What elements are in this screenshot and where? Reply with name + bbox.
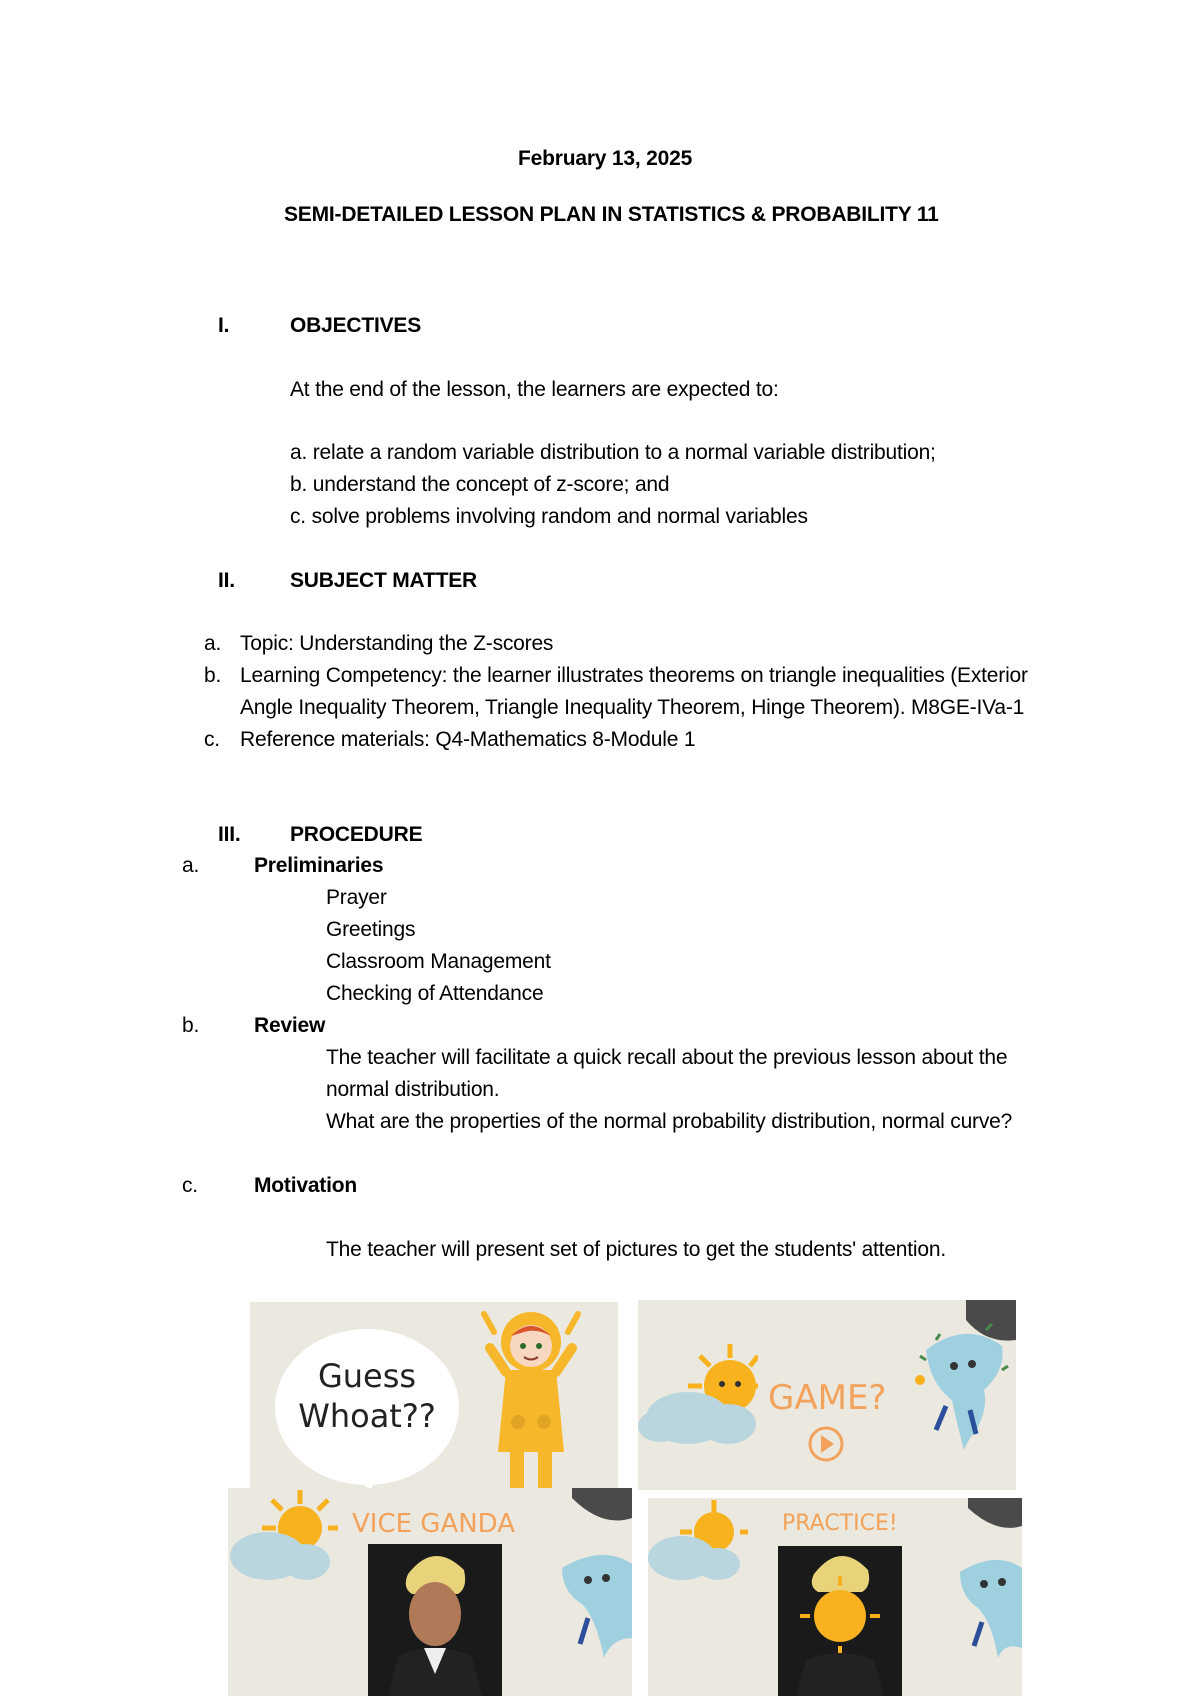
subject-item-marker: b. — [204, 664, 222, 687]
subject-item-topic: Topic: Understanding the Z-scores — [240, 632, 554, 655]
procedure-heading: PROCEDURE — [290, 823, 423, 846]
sun-cloud-icon — [228, 1488, 338, 1588]
slide-vice-ganda — [228, 1488, 632, 1696]
subject-item-competency: Learning Competency: the learner illustrates theorems on triangle inequalities (Exterior — [240, 664, 1028, 687]
review-line: The teacher will facilitate a quick recall about the previous lesson about the — [326, 1046, 1008, 1069]
review-line: normal distribution. — [326, 1078, 500, 1101]
portrait-sun-mask-icon — [778, 1546, 902, 1696]
subject-matter-heading: SUBJECT MATTER — [290, 569, 477, 592]
objective-item: c. solve problems involving random and normal variables — [290, 505, 808, 528]
sun-cloud-icon — [648, 1498, 748, 1588]
review-line: What are the properties of the normal probability distribution, normal curve? — [326, 1110, 1013, 1133]
motivation-text: The teacher will present set of pictures to get the students' attention. — [326, 1238, 946, 1261]
procedure-numeral: III. — [218, 823, 241, 846]
review-marker: b. — [182, 1014, 200, 1037]
subject-item-competency-cont: Angle Inequality Theorem, Triangle Inequality Theorem, Hinge Theorem). M8GE-IVa-1 — [240, 696, 1025, 719]
document-title: SEMI-DETAILED LESSON PLAN IN STATISTICS & PROBABILITY 11 — [284, 203, 939, 226]
preliminaries-item: Greetings — [326, 918, 416, 941]
sun-cloud-icon — [638, 1338, 758, 1458]
preliminaries-item: Prayer — [326, 886, 387, 909]
objectives-heading: OBJECTIVES — [290, 314, 422, 337]
motivation-marker: c. — [182, 1174, 198, 1197]
tornado-icon — [952, 1498, 1022, 1696]
slide-practice — [648, 1498, 1022, 1696]
preliminaries-heading: Preliminaries — [254, 854, 384, 877]
objective-item: a. relate a random variable distribution to a normal variable distribution; — [290, 441, 936, 464]
subject-item-marker: a. — [204, 632, 222, 655]
tornado-icon — [906, 1300, 1016, 1490]
portrait-photo — [368, 1544, 502, 1696]
slide-game — [638, 1300, 1016, 1490]
motivation-heading: Motivation — [254, 1174, 357, 1197]
review-heading: Review — [254, 1014, 326, 1037]
subject-matter-numeral: II. — [218, 569, 235, 592]
portrait-person-icon — [368, 1544, 502, 1696]
objectives-numeral: I. — [218, 314, 230, 337]
tornado-icon — [552, 1488, 632, 1696]
guess-text-line1: Guess — [317, 1357, 417, 1395]
practice-text: PRACTICE! — [782, 1511, 898, 1536]
game-text: GAME? — [768, 1378, 887, 1418]
preliminaries-marker: a. — [182, 854, 200, 877]
subject-item-marker: c. — [204, 728, 220, 751]
guess-text-line2: Whoat?? — [298, 1397, 436, 1435]
subject-item-reference: Reference materials: Q4-Mathematics 8-Module 1 — [240, 728, 696, 751]
objectives-intro: At the end of the lesson, the learners are expected to: — [290, 378, 779, 401]
kid-raincoat-icon — [476, 1302, 586, 1492]
preliminaries-item: Classroom Management — [326, 950, 551, 973]
vice-ganda-text: VICE GANDA — [352, 1509, 516, 1539]
portrait-photo-masked — [778, 1546, 902, 1696]
document-date: February 13, 2025 — [518, 147, 693, 170]
objective-item: b. understand the concept of z-score; and — [290, 473, 670, 496]
play-icon — [806, 1424, 846, 1464]
slide-guess-whoat — [250, 1302, 618, 1492]
preliminaries-item: Checking of Attendance — [326, 982, 544, 1005]
